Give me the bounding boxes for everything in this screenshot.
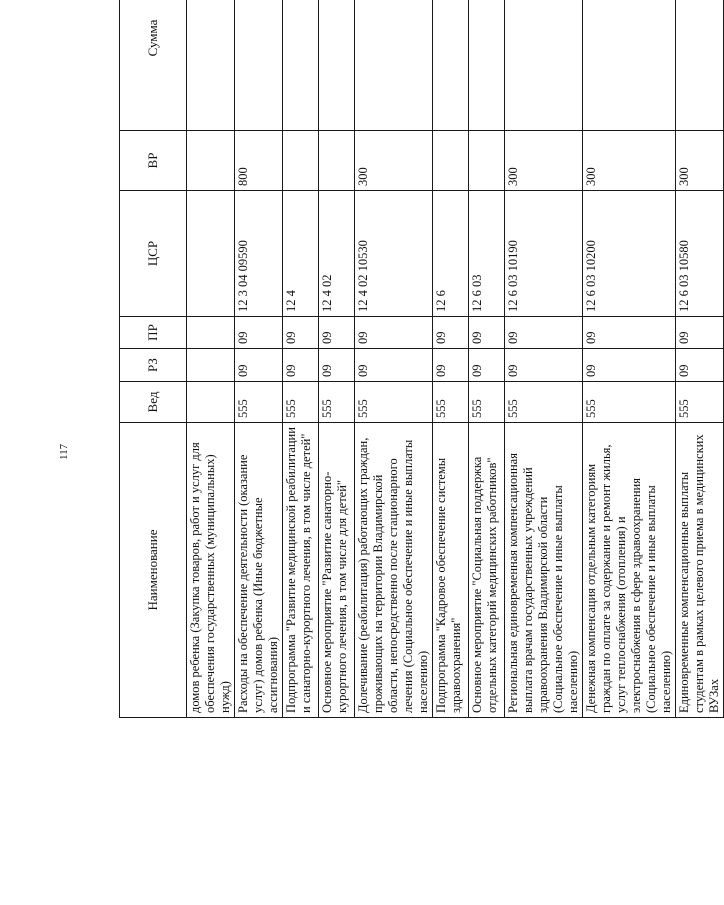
cell-rz: 09 xyxy=(505,349,583,382)
cell-name: Основное мероприятие "Социальная поддержка отдельных категорий медицинских работников" xyxy=(469,423,505,718)
cell-csr: 12 4 02 10530 xyxy=(355,191,433,317)
cell-pr: 09 xyxy=(355,317,433,349)
table-row xyxy=(676,0,724,718)
cell-pr: 09 xyxy=(676,317,724,349)
cell-sum xyxy=(355,0,433,131)
cell-rz: 09 xyxy=(583,349,676,382)
cell-pr: 09 xyxy=(433,317,469,349)
cell-csr: 12 6 xyxy=(433,191,469,317)
cell-pr: 09 xyxy=(235,317,283,349)
cell-name: Подпрограмма "Кадровое обеспечение системы здравоохранения" xyxy=(433,423,469,718)
cell-rz: 09 xyxy=(319,349,355,382)
cell-rz: 09 xyxy=(235,349,283,382)
header-csr: ЦСР xyxy=(120,191,187,317)
cell-csr: 12 6 03 10190 xyxy=(505,191,583,317)
table-row xyxy=(319,0,355,718)
cell-ved: 555 xyxy=(433,382,469,423)
cell-pr: 09 xyxy=(319,317,355,349)
cell-csr: 12 6 03 xyxy=(469,191,505,317)
cell-csr: 12 3 04 09590 xyxy=(235,191,283,317)
cell-ved: 555 xyxy=(319,382,355,423)
budget-table-frame xyxy=(119,0,721,718)
cell-sum xyxy=(676,0,724,131)
cell-pr: 09 xyxy=(283,317,319,349)
table-row xyxy=(235,0,283,718)
cell-vr xyxy=(433,131,469,191)
table-row xyxy=(583,0,676,718)
cell-name: Долечивание (реабилитация) работающих граждан, проживающих на территории Владимирской области, непосредственно после стационарного лечения (Социальное обеспечение и иные выплаты населению) xyxy=(355,423,433,718)
cell-name: Региональная единовременная компенсационная выплата врачам государственных учреждений здравоохранения Владимирской области (Социальное обеспечение и иные выплаты населению) xyxy=(505,423,583,718)
cell-ved: 555 xyxy=(583,382,676,423)
cell-pr: 09 xyxy=(583,317,676,349)
header-name: Наименование xyxy=(120,423,187,718)
header-sum: Сумма xyxy=(120,0,187,131)
cell-csr: 12 4 02 xyxy=(319,191,355,317)
cell-ved: 555 xyxy=(235,382,283,423)
table-row xyxy=(283,0,319,718)
cell-name: Подпрограмма "Развитие медицинской реабилитации и санаторно-курортного лечения, в том числе детей" xyxy=(283,423,319,718)
table-row xyxy=(469,0,505,718)
cell-sum xyxy=(505,0,583,131)
cell-csr: 12 6 03 10200 xyxy=(583,191,676,317)
cell-vr xyxy=(469,131,505,191)
cell-pr: 09 xyxy=(505,317,583,349)
cell-rz: 09 xyxy=(676,349,724,382)
cell-sum xyxy=(187,0,235,131)
cell-sum xyxy=(469,0,505,131)
cell-ved: 555 xyxy=(283,382,319,423)
header-rz: РЗ xyxy=(120,349,187,382)
cell-rz: 09 xyxy=(433,349,469,382)
cell-name: домов ребенка (Закупка товаров, работ и услуг для обеспечения государственных (муниципальных) нужд) xyxy=(187,423,235,718)
cell-name: Денежная компенсация отдельным категориям граждан по оплате за содержание и ремонт жилья, услуг теплоснабжения (отопления) и электроснабжения в сфере здравоохранения (Социальное обеспечение и иные выплаты населению) xyxy=(583,423,676,718)
cell-ved: 555 xyxy=(505,382,583,423)
cell-csr: 12 6 03 10580 xyxy=(676,191,724,317)
header-pr: ПР xyxy=(120,317,187,349)
cell-vr: 300 xyxy=(583,131,676,191)
cell-vr xyxy=(187,131,235,191)
cell-vr xyxy=(319,131,355,191)
cell-ved: 555 xyxy=(676,382,724,423)
cell-vr: 300 xyxy=(676,131,724,191)
page-number: 117 xyxy=(58,443,70,460)
cell-name: Единовременные компенсационные выплаты студентам в рамках целевого приема в медицинских ВУЗах xyxy=(676,423,724,718)
cell-name: Расходы на обеспечение деятельности (оказание услуг) домов ребенка (Иные бюджетные ассигнования) xyxy=(235,423,283,718)
cell-ved: 555 xyxy=(469,382,505,423)
cell-sum xyxy=(433,0,469,131)
header-vr: ВР xyxy=(120,131,187,191)
cell-rz: 09 xyxy=(469,349,505,382)
cell-vr: 300 xyxy=(355,131,433,191)
budget-table xyxy=(119,0,724,718)
cell-vr: 800 xyxy=(235,131,283,191)
cell-sum xyxy=(583,0,676,131)
cell-ved xyxy=(187,382,235,423)
table-row xyxy=(187,0,235,718)
cell-rz xyxy=(187,349,235,382)
cell-sum xyxy=(235,0,283,131)
cell-vr xyxy=(283,131,319,191)
cell-ved: 555 xyxy=(355,382,433,423)
header-ved: Вед xyxy=(120,382,187,423)
table-row xyxy=(355,0,433,718)
cell-rz: 09 xyxy=(283,349,319,382)
table-row xyxy=(433,0,469,718)
table-row xyxy=(505,0,583,718)
cell-sum xyxy=(283,0,319,131)
cell-rz: 09 xyxy=(355,349,433,382)
cell-csr: 12 4 xyxy=(283,191,319,317)
cell-name: Основное мероприятие "Развитие санаторно-курортного лечения, в том числе для детей" xyxy=(319,423,355,718)
cell-csr xyxy=(187,191,235,317)
table-header-row xyxy=(120,0,187,718)
cell-pr xyxy=(187,317,235,349)
cell-pr: 09 xyxy=(469,317,505,349)
cell-sum xyxy=(319,0,355,131)
cell-vr: 300 xyxy=(505,131,583,191)
